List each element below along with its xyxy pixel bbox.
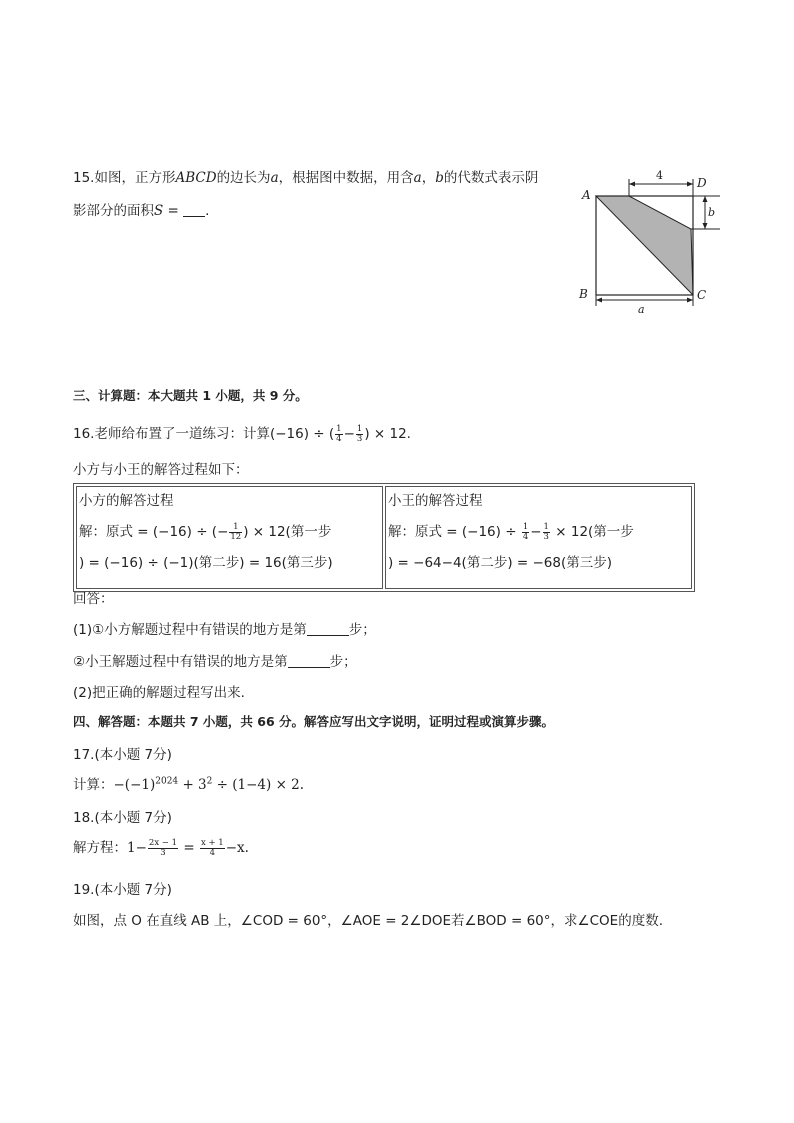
label-C: C	[697, 288, 707, 302]
q17-title: 17.(本小题 7分)	[73, 747, 172, 763]
fang-title: 小方的解答过程	[79, 493, 174, 509]
fang-step1: 解：原式 = (−16) ÷ (− $\frac{1}{12}$ ) × 12(第一步	[79, 521, 332, 542]
wang-solution-cell	[385, 486, 692, 589]
answer-blank	[183, 204, 205, 217]
wang-step1: 解：原式 = (−16) ÷ $\frac{1}{4}$ − $\frac{1}{3}$ × 12(第一步	[388, 521, 634, 542]
q16-line: 16.老师给布置了一道练习：计算(−16) ÷ ( $\frac{1}{4}$ − $\frac{1}{3}$ ) × 12.	[73, 423, 411, 444]
section-3-heading: 三、计算题：本大题共 1 小题，共 9 分。	[73, 388, 308, 403]
q16-intro: 小方与小王的解答过程如下：	[73, 462, 249, 478]
fang-solution-cell	[76, 486, 383, 589]
q16-answer-label: 回答：	[73, 591, 114, 607]
label-b: b	[708, 206, 716, 219]
q16-part1b: ②小王解题过程中有错误的地方是第 步；	[73, 654, 357, 670]
label-A: A	[582, 188, 591, 202]
label-D: D	[697, 176, 707, 190]
label-B: B	[579, 287, 588, 301]
solution-table	[73, 483, 695, 592]
q15-line1: 15.如图，正方形ABCD的边长为a，根据图中数据，用含a，b的代数式表示阴	[73, 170, 539, 186]
q18-equation: 解方程：1− $\frac{2x - 1}{3}$ = $\frac{x + 1}{4}$ −x.	[73, 837, 249, 858]
q16-part2: (2)把正确的解题过程写出来.	[73, 685, 245, 701]
wang-step2: ) = −64−4(第二步) = −68(第三步)	[388, 555, 613, 571]
wang-title: 小王的解答过程	[388, 493, 483, 509]
fang-step2: ) = (−16) ÷ (−1)(第二步) = 16(第三步)	[79, 555, 333, 571]
section-4-heading: 四、解答题：本题共 7 小题，共 66 分。解答应写出文字说明，证明过程或演算步骤。	[73, 714, 555, 729]
square-figure	[576, 166, 726, 318]
answer-blank	[307, 623, 349, 636]
q19-title: 19.(本小题 7分)	[73, 882, 172, 898]
q19-text: 如图，点 O 在直线 AB 上，∠COD = 60°，∠AOE = 2∠DOE若∠BOD = 60°，求∠COE的度数.	[73, 913, 663, 929]
q15-line2: 影部分的面积S = .	[73, 203, 210, 219]
q17-expression: 计算：$-(-1)^{2024} + 3^2 \div (1-4) \times 2$.	[73, 776, 305, 793]
q18-title: 18.(本小题 7分)	[73, 810, 172, 826]
label-a: a	[638, 303, 645, 316]
answer-blank	[288, 655, 330, 668]
q16-part1a: (1)①小方解题过程中有错误的地方是第 步；	[73, 622, 376, 638]
label-4: 4	[656, 169, 663, 182]
shaded-region	[596, 196, 693, 295]
